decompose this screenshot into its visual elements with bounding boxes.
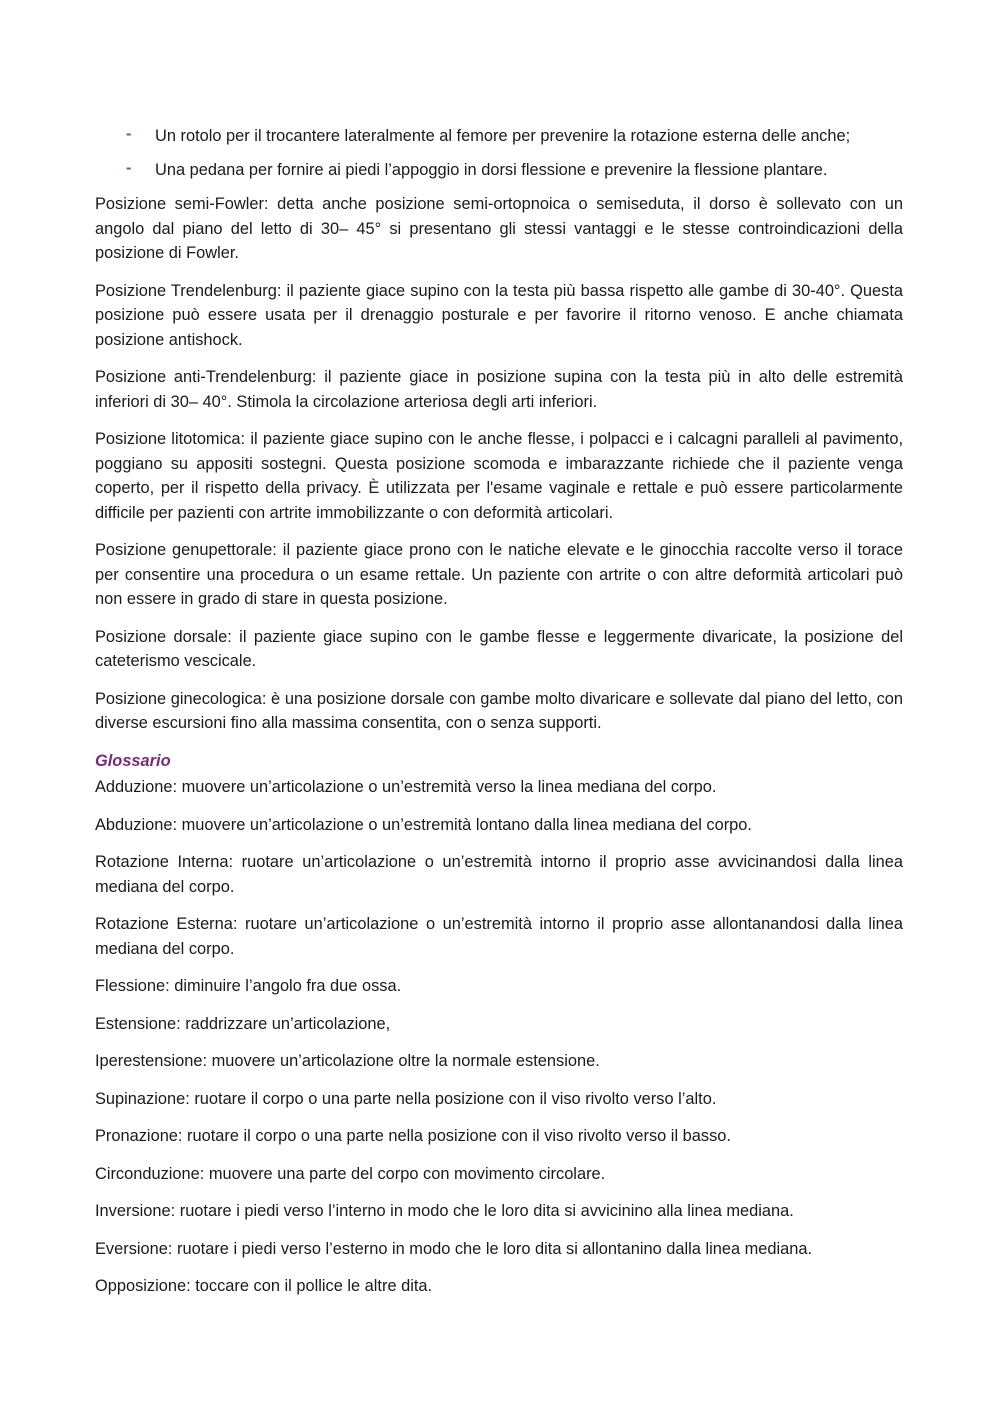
paragraph-trendelenburg: Posizione Trendelenburg: il paziente giace supino con la testa più bassa rispetto alle gambe di 30-40°. Questa posizione può essere usata per il drenaggio posturale e per favorire il ritorno venoso. E anche chiamata posizione antishock. bbox=[95, 281, 903, 349]
list-item bbox=[95, 158, 903, 183]
glossary-entry: Abduzione: muovere un’articolazione o un’estremità lontano dalla linea mediana del corpo. bbox=[95, 815, 752, 834]
glossary-entry: Inversione: ruotare i piedi verso l’interno in modo che le loro dita si avvicinino alla linea mediana. bbox=[95, 1202, 794, 1220]
glossary-entry: Circonduzione: muovere una parte del corpo con movimento circolare. bbox=[95, 1164, 606, 1183]
paragraph-dorsale: Posizione dorsale: il paziente giace supino con le gambe flesse e leggermente divaricate, la posizione del cateterismo vescicale. bbox=[95, 627, 903, 670]
glossary-entry: Estensione: raddrizzare un’articolazione, bbox=[95, 1014, 391, 1033]
glossary-entry: Iperestensione: muovere un’articolazione oltre la normale estensione. bbox=[95, 1052, 600, 1070]
paragraph-litotomica: Posizione litotomica: il paziente giace supino con le anche flesse, i polpacci e i calcagni paralleli al pavimento, poggiano su appositi sostegni. Questa posizione scomoda e imbarazzante richiede che il paziente venga coperto, per il rispetto della privacy. È utilizzata per l'esame vaginale e rettale e può essere particolarmente difficile per pazienti con artrite immobilizzante o con deformità articolari. bbox=[95, 430, 903, 522]
list-item-text: Una pedana per fornire ai piedi l’appoggio in dorsi flessione e prevenire la flessione plantare. bbox=[155, 160, 828, 179]
glossary-list bbox=[95, 775, 903, 1299]
glossary-entry: Pronazione: ruotare il corpo o una parte nella posizione con il viso rivolto verso il basso. bbox=[95, 1127, 731, 1145]
list-item bbox=[95, 124, 903, 149]
glossary-entry: Flessione: diminuire l’angolo fra due ossa. bbox=[95, 977, 402, 995]
list-item-text: Un rotolo per il trocantere lateralmente al femore per prevenire la rotazione esterna delle anche; bbox=[155, 127, 851, 145]
paragraph-ginecologica: Posizione ginecologica: è una posizione dorsale con gambe molto divaricare e sollevate dal piano del letto, con diverse escursioni fino alla massima consentita, con o senza supporti. bbox=[95, 689, 903, 732]
glossary-entry: Opposizione: toccare con il pollice le altre dita. bbox=[95, 1277, 433, 1295]
paragraph-genupettorale: Posizione genupettorale: il paziente giace prono con le natiche elevate e le ginocchia raccolte verso il torace per consentire una procedura o un esame rettale. Un paziente con artrite o con altre deformità articolari può non essere in grado di stare in questa posizione. bbox=[95, 541, 903, 608]
glossary-entry: Supinazione: ruotare il corpo o una parte nella posizione con il viso rivolto verso l’alto. bbox=[95, 1089, 717, 1108]
paragraph-semi-fowler: Posizione semi-Fowler: detta anche posizione semi-ortopnoica o semiseduta, il dorso è sollevato con un angolo dal piano del letto di 30– 45° si presentano gli stessi vantaggi e le stesse controindicazioni della posizione di Fowler. bbox=[95, 195, 903, 262]
dash-bullet-icon: - bbox=[126, 125, 132, 143]
paragraph-anti-trendelenburg: Posizione anti-Trendelenburg: il paziente giace in posizione supina con la testa più in alto delle estremità inferiori di 30– 40°. Stimola la circolazione arteriosa degli arti inferiori. bbox=[95, 368, 903, 411]
glossary-entry: Eversione: ruotare i piedi verso l’esterno in modo che le loro dita si allontanino dalla linea mediana. bbox=[95, 1239, 813, 1258]
document-page bbox=[95, 124, 903, 1312]
glossary-heading: Glossario bbox=[95, 751, 171, 770]
dash-bullet-icon: - bbox=[126, 158, 132, 177]
glossary-entry: Rotazione Interna: ruotare un’articolazione o un’estremità intorno il proprio asse avvicinandosi dalla linea mediana del corpo. bbox=[95, 853, 903, 896]
glossary-entry: Rotazione Esterna: ruotare un’articolazione o un’estremità intorno il proprio asse allontanandosi dalla linea mediana del corpo. bbox=[95, 915, 903, 958]
glossary-entry: Adduzione: muovere un’articolazione o un’estremità verso la linea mediana del corpo. bbox=[95, 778, 717, 796]
bullet-list bbox=[95, 124, 903, 182]
